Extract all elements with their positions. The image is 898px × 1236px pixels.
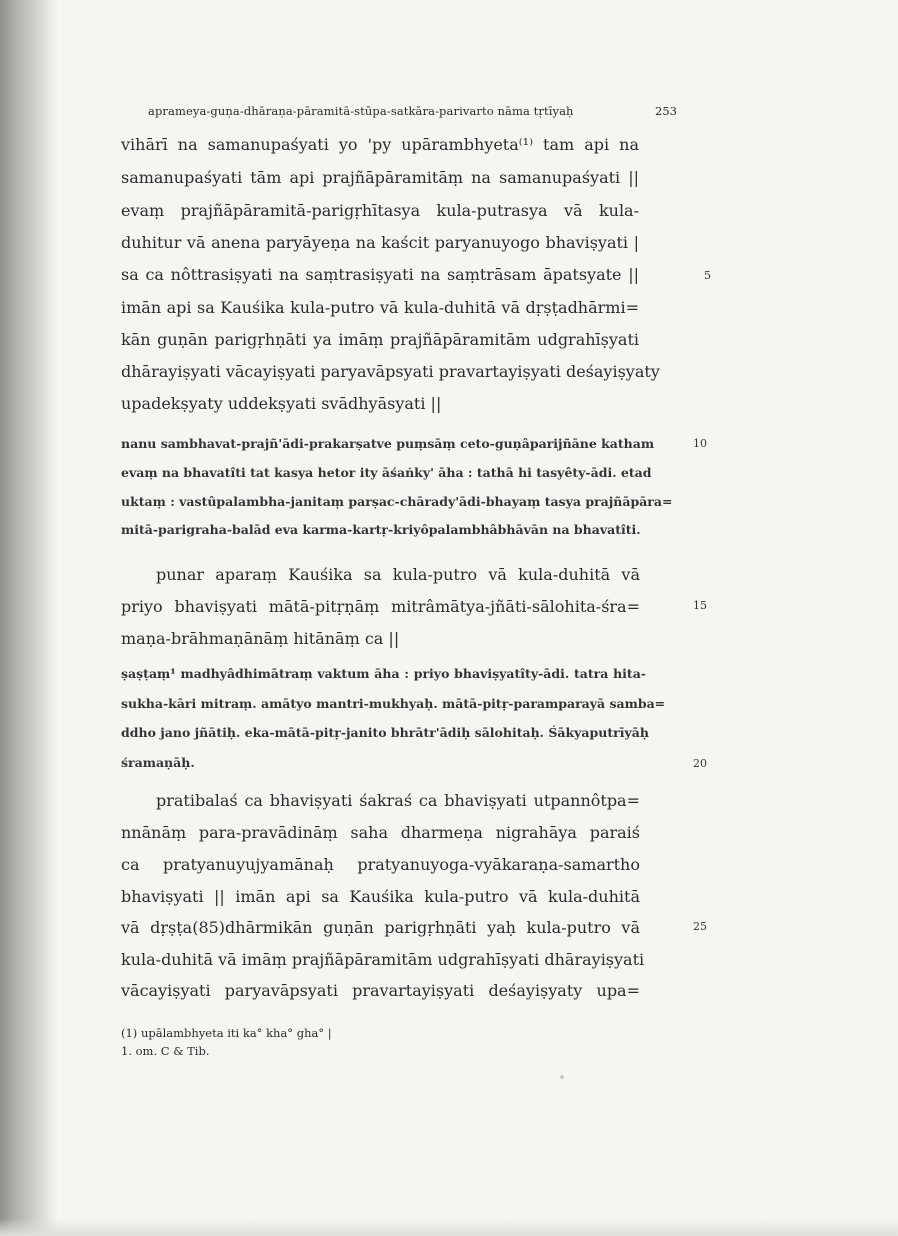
root-text-line: priyo bhaviṣyati mātā-pitṛṇāṃ mitrâmātya-jñāti-sālohita-śra= [121,597,640,616]
root-text-line: duhitur vā anena paryāyeṇa na kaścit paryanuyogo bhaviṣyati | [121,233,639,252]
root-text-line: kula-duhitā vā imāṃ prajñāpāramitām udgrahīṣyati dhārayiṣyati [121,950,645,969]
root-text-line: punar aparaṃ Kauśika sa kula-putro vā kula-duhitā vā [156,565,640,584]
footnote: (1) upālambhyeta iti ka° kha° gha° | [121,1026,332,1040]
line-number-10: 10 [693,437,707,450]
line-number-20: 20 [693,757,707,770]
line-number-25: 25 [693,920,707,933]
line-number-5: 5 [704,269,711,282]
root-text-line: nnānāṃ para-pravādināṃ saha dharmeṇa nigrahāya paraiś [121,823,640,842]
root-text-line: imān api sa Kauśika kula-putro vā kula-duhitā vā dṛṣṭadhārmi= [121,298,639,317]
commentary-line: ddho jano jñātiḥ. eka-mātā-pitṛ-janito bhrātr'ādiḥ sālohitaḥ. Śākyaputrīyāḥ [121,725,649,740]
commentary-line: ṣaṣṭaṃ¹ madhyâdhimātraṃ vaktum āha : priyo bhaviṣyatîty-ādi. tatra hita- [121,666,646,681]
root-text-line: vihārī na samanupaśyati yo 'py upārambhyeta⁽¹⁾ tam api na [121,135,639,154]
root-text-line: upadekṣyaty uddekṣyati svādhyāsyati || [121,394,442,413]
root-text-line: maṇa-brāhmaṇānāṃ hitānāṃ ca || [121,629,400,648]
root-text-line: vācayiṣyati paryavāpsyati pravartayiṣyati deśayiṣyaty upa= [121,981,640,1000]
root-text-line: ca pratyanuyujyamānaḥ pratyanuyoga-vyākaraṇa-samartho [121,855,640,874]
running-title: aprameya-guṇa-dhāraṇa-pāramitā-stūpa-satkāra-parivarto nāma tṛtīyaḥ [148,104,574,118]
commentary-line: śramaṇāḥ. [121,755,195,770]
commentary-line: sukha-kāri mitraṃ. amātyo mantri-mukhyaḥ. mātā-pitṛ-paramparayā samba= [121,696,666,711]
root-text-line: evaṃ prajñāpāramitā-parigṛhītasya kula-putrasya vā kula- [121,201,639,220]
footnote: 1. om. C & Tib. [121,1044,210,1058]
commentary-line: mitā-parigraha-balād eva karma-kartṛ-kriyôpalambhâbhāvān na bhavatîti. [121,522,641,537]
scan-speck [560,1075,564,1079]
page-binding-shadow [0,0,58,1236]
commentary-line: nanu sambhavat-prajñ'ādi-prakarṣatve puṃsāṃ ceto-guṇâparijñāne katham [121,436,655,451]
root-text-line: dhārayiṣyati vācayiṣyati paryavāpsyati pravartayiṣyati deśayiṣyaty [121,362,660,381]
commentary-line: evaṃ na bhavatîti tat kasya hetor ity āśaṅky' āha : tathā hi tasyêty-ādi. etad [121,465,652,480]
page-bottom-edge [0,1218,898,1236]
root-text-line: vā dṛṣṭa(85)dhārmikān guṇān parigṛhṇāti yaḥ kula-putro vā [121,918,640,937]
commentary-line: uktaṃ : vastûpalambha-janitaṃ parṣac-chārady'ādi-bhayaṃ tasya prajñāpāra= [121,494,673,509]
root-text-line: kān guṇān parigṛhṇāti ya imāṃ prajñāpāramitām udgrahīṣyati [121,330,639,349]
root-text-line: bhaviṣyati || imān api sa Kauśika kula-putro vā kula-duhitā [121,887,640,906]
root-text-line: pratibalaś ca bhaviṣyati śakraś ca bhaviṣyati utpannôtpa= [156,791,640,810]
page-number: 253 [655,104,677,118]
line-number-15: 15 [693,599,707,612]
root-text-line: samanupaśyati tām api prajñāpāramitāṃ na samanupaśyati || [121,168,639,187]
root-text-line: sa ca nôttrasiṣyati na saṃtrasiṣyati na saṃtrāsam āpatsyate || [121,265,639,284]
